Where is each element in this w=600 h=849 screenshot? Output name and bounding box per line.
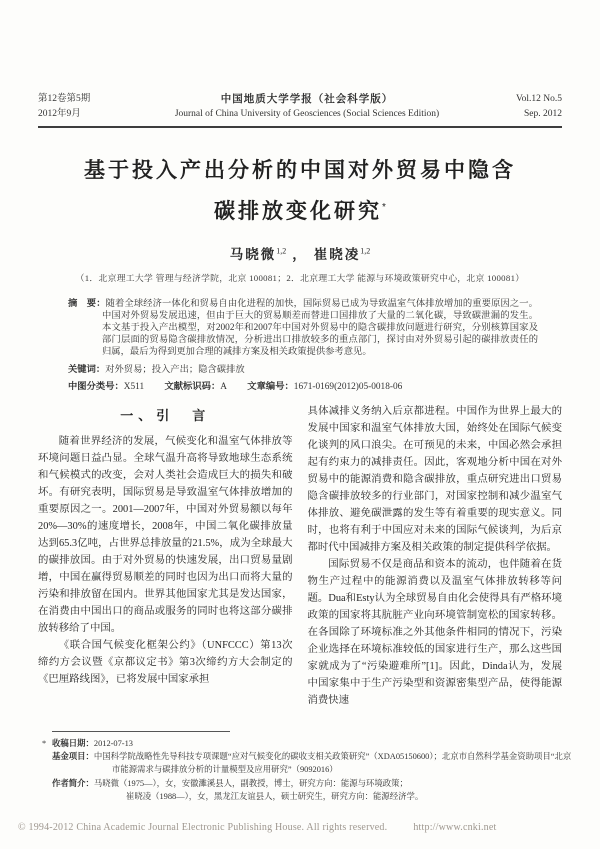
author-bio-2: 崔晓凌（1988—），女，黑龙江友谊县人，硕士研究生，研究方向：能源经济学。 — [126, 791, 424, 801]
received-date-label: 收稿日期： — [52, 737, 94, 748]
left-paragraph-1: 随着世界经济的发展，气候变化和温室气体排放等环境问题日益凸显。全球气温升高将导致地球生态系统和气候模式的改变，会对人类社会造成巨大的损失和破坏。有研究表明，国际贸易是导致温室气体排放增加的重要原因之一。2001—2007年，中国对外贸易额以每年20%—30%的速度增长，2008年，中国二氧化碳排放量达到65.3亿吨，占世界总排放量的21.5%，成为全球最大的碳排放国。由于对外贸易的快速发展，出口贸易量剧增，中国在赢得贸易顺差的同时也因为出口而将大量的污染和排放留在国内。世界其他国家尤其是发达国家，在消费由中国出口的商品或服务的同时也将这部分碳排放转移给了中国。 — [38, 436, 293, 635]
author-bio-label: 作者简介： — [52, 777, 94, 788]
footnote-asterisk: * — [42, 738, 47, 748]
fund-project-text: 中国科学院战略性先导科技专项课题“应对气候变化的碳收支相关政策研究”（XDA05150600）；北京市自然科学基金资助项目“北京市能源需求与碳排放分析的计量模型及应用研究”（9092016） — [93, 752, 572, 775]
section-1-heading: 一、引 言 — [120, 408, 211, 424]
footnote-separator-rule — [52, 731, 230, 732]
title-footnote-marker: * — [382, 202, 386, 213]
clc-pair — [68, 382, 144, 392]
clc-value: X511 — [123, 382, 145, 393]
keywords-text: 对外贸易；投入产出；隐含碳排放 — [105, 365, 245, 376]
right-paragraph-1: 具体减排义务纳入后京都进程。中国作为世界上最大的发展中国家和温室气体排放大国，始终处在国际气候变化谈判的风口浪尖。在可预见的未来，中国必然会承担起有约束力的减排责任。因此，客观地分析中国在对外贸易中的能源消费和隐含碳排放，重点研究进出口贸易隐含碳排放较多的行业部门，对国家控制和减少温室气体排放、避免碳泄露的发生等有着重要的现实意义。同时，也将有利于中国应对未来的国际气候谈判，为后京都时代中国减排方案及相关政策的制定提供科学依据。 — [307, 406, 562, 554]
affiliation-line: （1．北京理工大学 管理与经济学院，北京 100081；2．北京理工大学 能源与环境政策研究中心，北京 100081） — [75, 273, 525, 283]
article-title-line1: 基于投入产出分析的中国对外贸易中隐含 — [84, 159, 516, 182]
right-column — [308, 403, 563, 725]
clc-label: 中图分类号： — [68, 381, 124, 392]
article-id-value: 1671-0169(2012)05-0018-06 — [293, 382, 403, 393]
right-paragraph-2: 国际贸易不仅是商品和资本的流动，也伴随着在货物生产过程中的能源消费以及温室气体排放转移等问题。Dua和Esty认为全球贸易自由化会使得具有严格环境政策的国家将其肮脏产业向环境管制宽松的国家转移。在各国除了环境标准之外其他条件相同的情况下，污染企业选择在环境标准较低的国家进行生产，那么这些国家就成为了“污染避难所”[1]。因此，Dinda认为，发展中国家集中于生产污染型和资源密集型产品，使得能源消费快速 — [307, 559, 562, 707]
author-2 — [314, 247, 371, 262]
article-id-label: 文章编号： — [247, 381, 294, 392]
abstract-block — [68, 297, 538, 358]
journal-header — [38, 92, 562, 128]
doc-code-label: 文献标识码： — [164, 381, 221, 392]
article-title — [38, 152, 562, 230]
volume-number-en: Vol.12 No.5 — [515, 94, 562, 104]
issue-number-cn: 第12卷第5期 — [38, 94, 91, 104]
journal-header-right — [484, 92, 562, 122]
authors-line — [38, 243, 562, 263]
keywords-line — [68, 363, 538, 377]
left-column — [38, 403, 293, 725]
journal-title-cn: 中国地质大学学报（社会科学版） — [220, 94, 394, 105]
article-title-line2 — [38, 189, 562, 230]
cnki-copyright-footer — [18, 822, 582, 833]
author-bio-row — [52, 777, 572, 790]
author-2-name: 崔晓凌 — [313, 247, 361, 262]
author-separator: ， — [292, 247, 308, 262]
cnki-url: http://www.cnki.net — [413, 822, 497, 833]
article-meta-line — [68, 380, 538, 394]
received-date-value: 2012-07-13 — [93, 738, 133, 748]
doc-code-pair — [164, 382, 227, 392]
journal-header-left — [38, 92, 130, 122]
copyright-text: © 1994-2012 China Academic Journal Electronic Publishing House. All rights reserved. — [18, 822, 388, 833]
body-columns — [38, 403, 562, 725]
article-id-pair — [247, 382, 402, 392]
fund-project-row — [52, 750, 572, 776]
issue-date-en: Sep. 2012 — [524, 109, 562, 119]
author-1 — [230, 247, 287, 262]
left-paragraph-2: 《联合国气候变化框架公约》（UNFCCC）第13次缔约方会议暨《京都议定书》第3次缔约方大会制定的《巴厘路线图》，已将发展中国家承担 — [38, 640, 293, 686]
author-bio-1: 马晓微（1975—），女，安徽濉溪县人，副教授，博士，研究方向：能源与环境政策； — [93, 778, 408, 788]
author-1-affil-sup: 1,2 — [276, 246, 287, 256]
article-title-line2-text: 碳排放变化研究 — [214, 200, 383, 223]
journal-header-center — [130, 92, 484, 122]
abstract-text: 随着全球经济一体化和贸易自由化进程的加快，国际贸易已成为导致温室气体排放增加的重要原因之一。中国对外贸易发展迅速，但由于巨大的贸易顺差而替进口国排放了大量的二氧化碳，导致碳泄漏的发生。本文基于投入产出模型，对2002年和2007年中国对外贸易中的隐含碳排放问题进行研究，分别核算国家及部门层面的贸易隐含碳排放情况，分析进出口排放较多的重点部门，探讨由对外贸易引起的碳排放责任的归属，最后为得到更加合理的减排方案及相关政策提供参考意见。 — [102, 299, 538, 358]
author-1-name: 马晓微 — [229, 247, 277, 262]
keywords-label: 关键词： — [68, 364, 106, 375]
doc-code-value: A — [220, 382, 227, 393]
issue-date-cn: 2012年9月 — [38, 109, 81, 119]
fund-project-label: 基金项目： — [52, 751, 94, 762]
received-date-row — [42, 737, 572, 750]
author-2-affil-sup: 1,2 — [360, 246, 371, 256]
abstract-label: 摘 要： — [68, 298, 106, 308]
footnote-block — [38, 731, 572, 803]
journal-title-en: Journal of China University of Geosciences (Social Sciences Edition) — [174, 109, 440, 119]
